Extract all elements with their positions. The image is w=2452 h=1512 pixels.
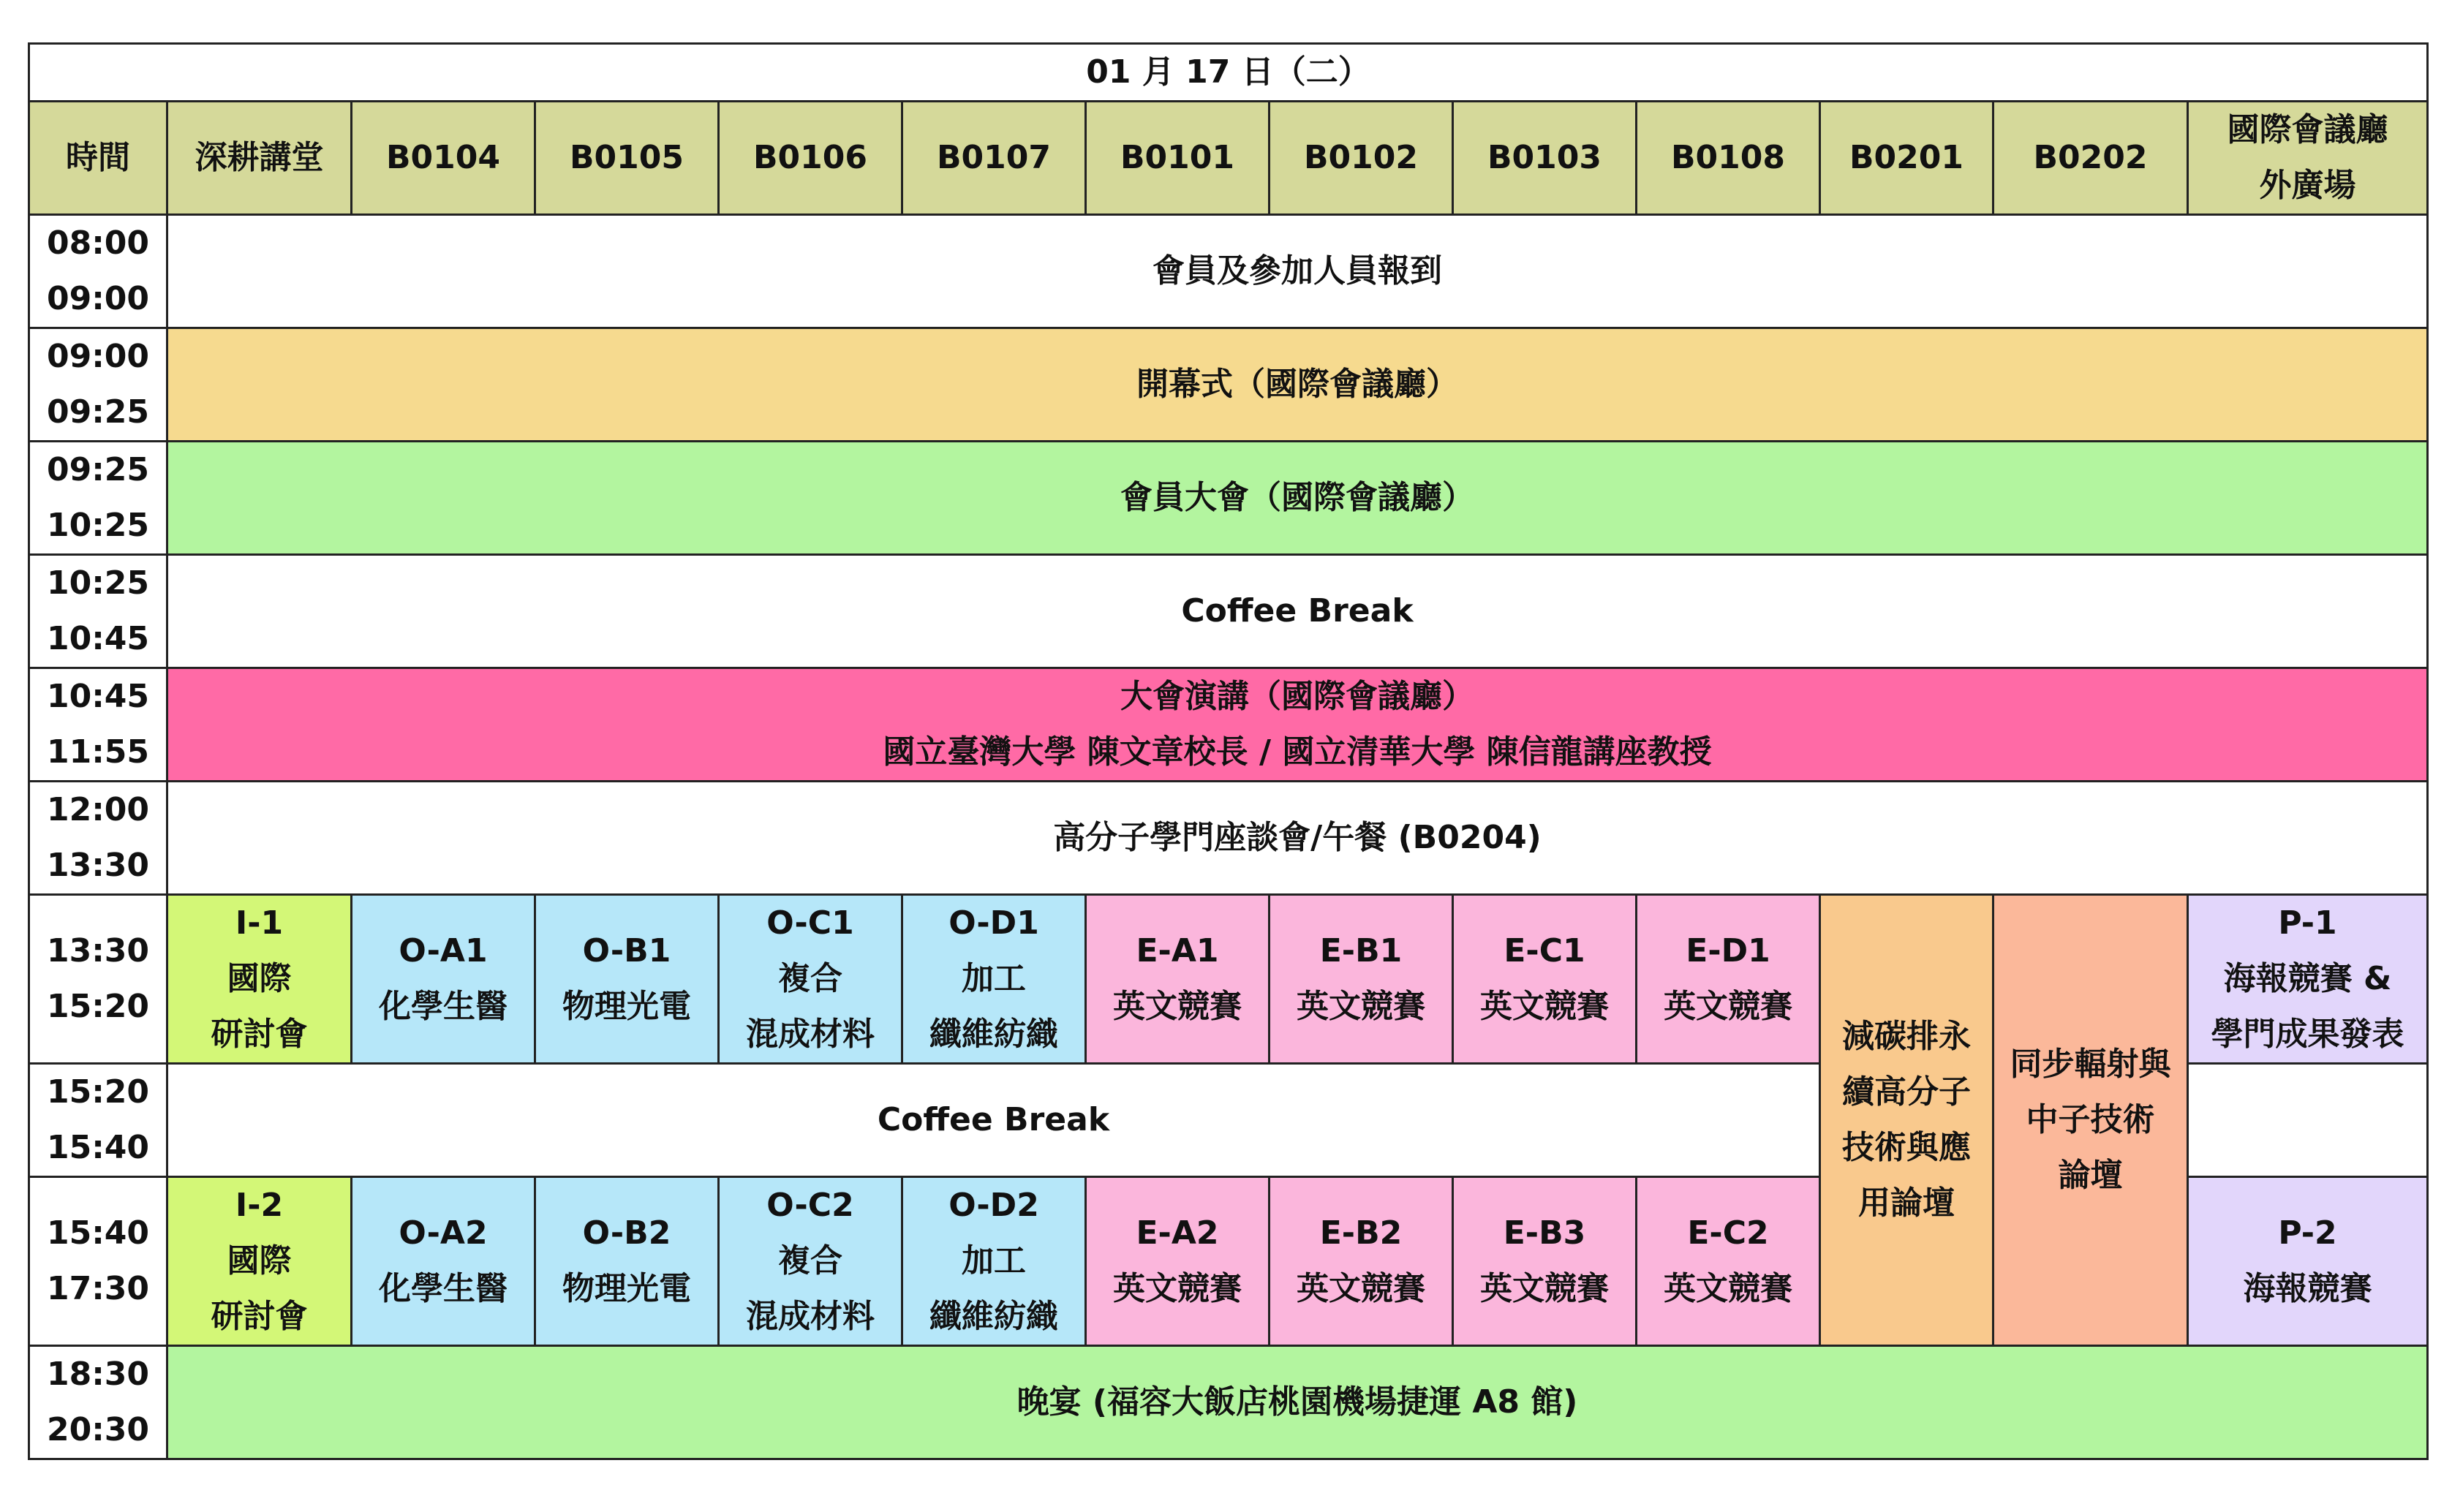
header-room: B0101: [1086, 102, 1270, 215]
session-topic: 加工: [962, 1242, 1026, 1279]
session-code: O-A1: [399, 932, 488, 969]
poster-cell: [2188, 1177, 2428, 1346]
poster-code: P-1: [2278, 904, 2337, 942]
session-code: E-C2: [1687, 1214, 1769, 1252]
coffee-break-event: Coffee Break: [167, 1064, 1820, 1177]
session-topic: 英文競賽: [1113, 988, 1242, 1025]
header-intl-hall-line1: 國際會議廳: [2227, 111, 2388, 148]
time-cell: [29, 668, 167, 782]
session-code: E-B2: [1319, 1214, 1403, 1252]
session-code: O-B1: [582, 932, 671, 969]
session-cell: [1270, 895, 1453, 1064]
keynote-title: 大會演講（國際會議廳）: [1120, 678, 1474, 715]
general-assembly-event: 會員大會（國際會議廳）: [167, 442, 2428, 555]
session-topic: 混成材料: [746, 1298, 875, 1335]
session-cell: [902, 895, 1086, 1064]
time-cell: [29, 1346, 167, 1459]
time-cell: [29, 782, 167, 895]
opening-ceremony-event: 開幕式（國際會議廳）: [167, 328, 2428, 442]
poster-topic: 海報競賽: [2243, 1270, 2372, 1307]
session-code: O-D2: [948, 1187, 1039, 1224]
start-time: 09:00: [46, 338, 150, 375]
end-time: 15:20: [46, 988, 150, 1025]
header-room: B0105: [535, 102, 719, 215]
time-cell: [29, 895, 167, 1064]
start-time: 10:45: [46, 678, 150, 715]
header-time: 時間: [29, 102, 167, 215]
start-time: 12:00: [46, 791, 150, 828]
session-topic: 國際: [227, 1242, 292, 1279]
session-code: E-A1: [1136, 932, 1219, 969]
session-topic: 複合: [778, 1242, 842, 1279]
forum-line: 論壇: [2058, 1157, 2123, 1194]
session-code: E-D1: [1686, 932, 1770, 969]
header-room: B0108: [1637, 102, 1820, 215]
header-room: B0202: [1993, 102, 2188, 215]
session-topic: 英文競賽: [1664, 988, 1792, 1025]
keynote-event: [167, 668, 2428, 782]
start-time: 15:20: [46, 1073, 150, 1111]
header-room: B0107: [902, 102, 1086, 215]
start-time: 10:25: [46, 564, 150, 602]
header-room: B0103: [1453, 102, 1637, 215]
session-topic: 國際: [227, 960, 292, 997]
session-cell: [535, 1177, 719, 1346]
session-cell: [535, 895, 719, 1064]
end-time: 11:55: [46, 733, 150, 771]
time-cell: [29, 1064, 167, 1177]
session-code: E-B3: [1503, 1214, 1586, 1252]
session-topic: 纖維紡織: [929, 1298, 1058, 1335]
time-cell: [29, 1177, 167, 1346]
end-time: 09:00: [46, 280, 150, 317]
banquet-event: 晚宴 (福容大飯店桃園機場捷運 A8 館): [167, 1346, 2428, 1459]
session-code: O-B2: [582, 1214, 671, 1252]
start-time: 15:40: [46, 1214, 150, 1252]
keynote-speakers: 國立臺灣大學 陳文章校長 / 國立清華大學 陳信龍講座教授: [883, 733, 1712, 771]
header-intl-hall-line2: 外廣場: [2259, 167, 2356, 204]
session-code: I-1: [235, 904, 284, 942]
session-cell: [167, 1177, 352, 1346]
session-topic: 英文競賽: [1664, 1270, 1792, 1307]
session-topic: 英文競賽: [1480, 988, 1609, 1025]
start-time: 08:00: [46, 224, 150, 262]
session-code: O-D1: [948, 904, 1039, 942]
session-cell: [352, 1177, 535, 1346]
session-topic: 英文競賽: [1113, 1270, 1242, 1307]
forum-line: 續高分子: [1842, 1073, 1971, 1111]
session-cell: [1453, 895, 1637, 1064]
session-topic: 化學生醫: [379, 1270, 508, 1307]
session-cell: [1453, 1177, 1637, 1346]
session-code: O-C2: [766, 1187, 854, 1224]
start-time: 13:30: [46, 932, 150, 969]
header-room: B0102: [1270, 102, 1453, 215]
forum-line: 用論壇: [1858, 1184, 1955, 1222]
session-topic: 英文競賽: [1297, 988, 1425, 1025]
session-topic: 研討會: [211, 1298, 308, 1335]
end-time: 10:25: [46, 507, 150, 544]
time-cell: [29, 215, 167, 328]
session-code: I-2: [235, 1187, 284, 1224]
end-time: 10:45: [46, 620, 150, 657]
time-cell: [29, 555, 167, 668]
session-cell: [352, 895, 535, 1064]
start-time: 18:30: [46, 1356, 150, 1393]
session-cell: [1086, 1177, 1270, 1346]
session-cell: [1637, 895, 1820, 1064]
poster-code: P-2: [2278, 1214, 2337, 1252]
end-time: 20:30: [46, 1411, 150, 1448]
session-topic: 化學生醫: [379, 988, 508, 1025]
forum-line: 中子技術: [2026, 1101, 2155, 1138]
end-time: 17:30: [46, 1270, 150, 1307]
session-code: O-C1: [766, 904, 854, 942]
session-code: E-C1: [1504, 932, 1585, 969]
lunch-forum-event: 高分子學門座談會/午餐 (B0204): [167, 782, 2428, 895]
forum-line: 技術與應: [1842, 1129, 1971, 1166]
time-cell: [29, 328, 167, 442]
session-topic: 纖維紡織: [929, 1016, 1058, 1053]
end-time: 13:30: [46, 847, 150, 884]
coffee-break-event: Coffee Break: [167, 555, 2428, 668]
session-topic: 加工: [962, 960, 1026, 997]
session-topic: 英文競賽: [1297, 1270, 1425, 1307]
session-topic: 研討會: [211, 1016, 308, 1053]
session-topic: 物理光電: [562, 988, 691, 1025]
session-topic: 混成材料: [746, 1016, 875, 1053]
session-cell: [1086, 895, 1270, 1064]
registration-event: 會員及參加人員報到: [167, 215, 2428, 328]
synchrotron-forum-cell: [1993, 895, 2188, 1346]
poster-topic: 學門成果發表: [2211, 1016, 2404, 1053]
header-room: B0201: [1820, 102, 1993, 215]
forum-line: 減碳排永: [1842, 1018, 1971, 1055]
end-time: 15:40: [46, 1129, 150, 1166]
forum-line: 同步輻射與: [2010, 1046, 2171, 1083]
session-cell: [719, 1177, 902, 1346]
header-room: B0104: [352, 102, 535, 215]
session-cell: [1637, 1177, 1820, 1346]
session-cell: [902, 1177, 1086, 1346]
session-cell: [167, 895, 352, 1064]
poster-topic: 海報競賽 &: [2223, 960, 2392, 997]
end-time: 09:25: [46, 393, 150, 431]
header-room: 深耕講堂: [167, 102, 352, 215]
session-topic: 英文競賽: [1480, 1270, 1609, 1307]
session-code: O-A2: [399, 1214, 488, 1252]
carbon-forum-cell: [1820, 895, 1993, 1346]
header-room: B0106: [719, 102, 902, 215]
header-intl-hall: [2188, 102, 2428, 215]
session-topic: 複合: [778, 960, 842, 997]
time-cell: [29, 442, 167, 555]
start-time: 09:25: [46, 451, 150, 488]
schedule-table: [28, 42, 2429, 1460]
date-title: 01 月 17 日（二）: [29, 44, 2428, 102]
poster-cell: [2188, 895, 2428, 1064]
session-topic: 物理光電: [562, 1270, 691, 1307]
session-cell: [1270, 1177, 1453, 1346]
session-code: E-A2: [1136, 1214, 1219, 1252]
empty-cell: [2188, 1064, 2428, 1177]
session-cell: [719, 895, 902, 1064]
session-code: E-B1: [1319, 932, 1403, 969]
